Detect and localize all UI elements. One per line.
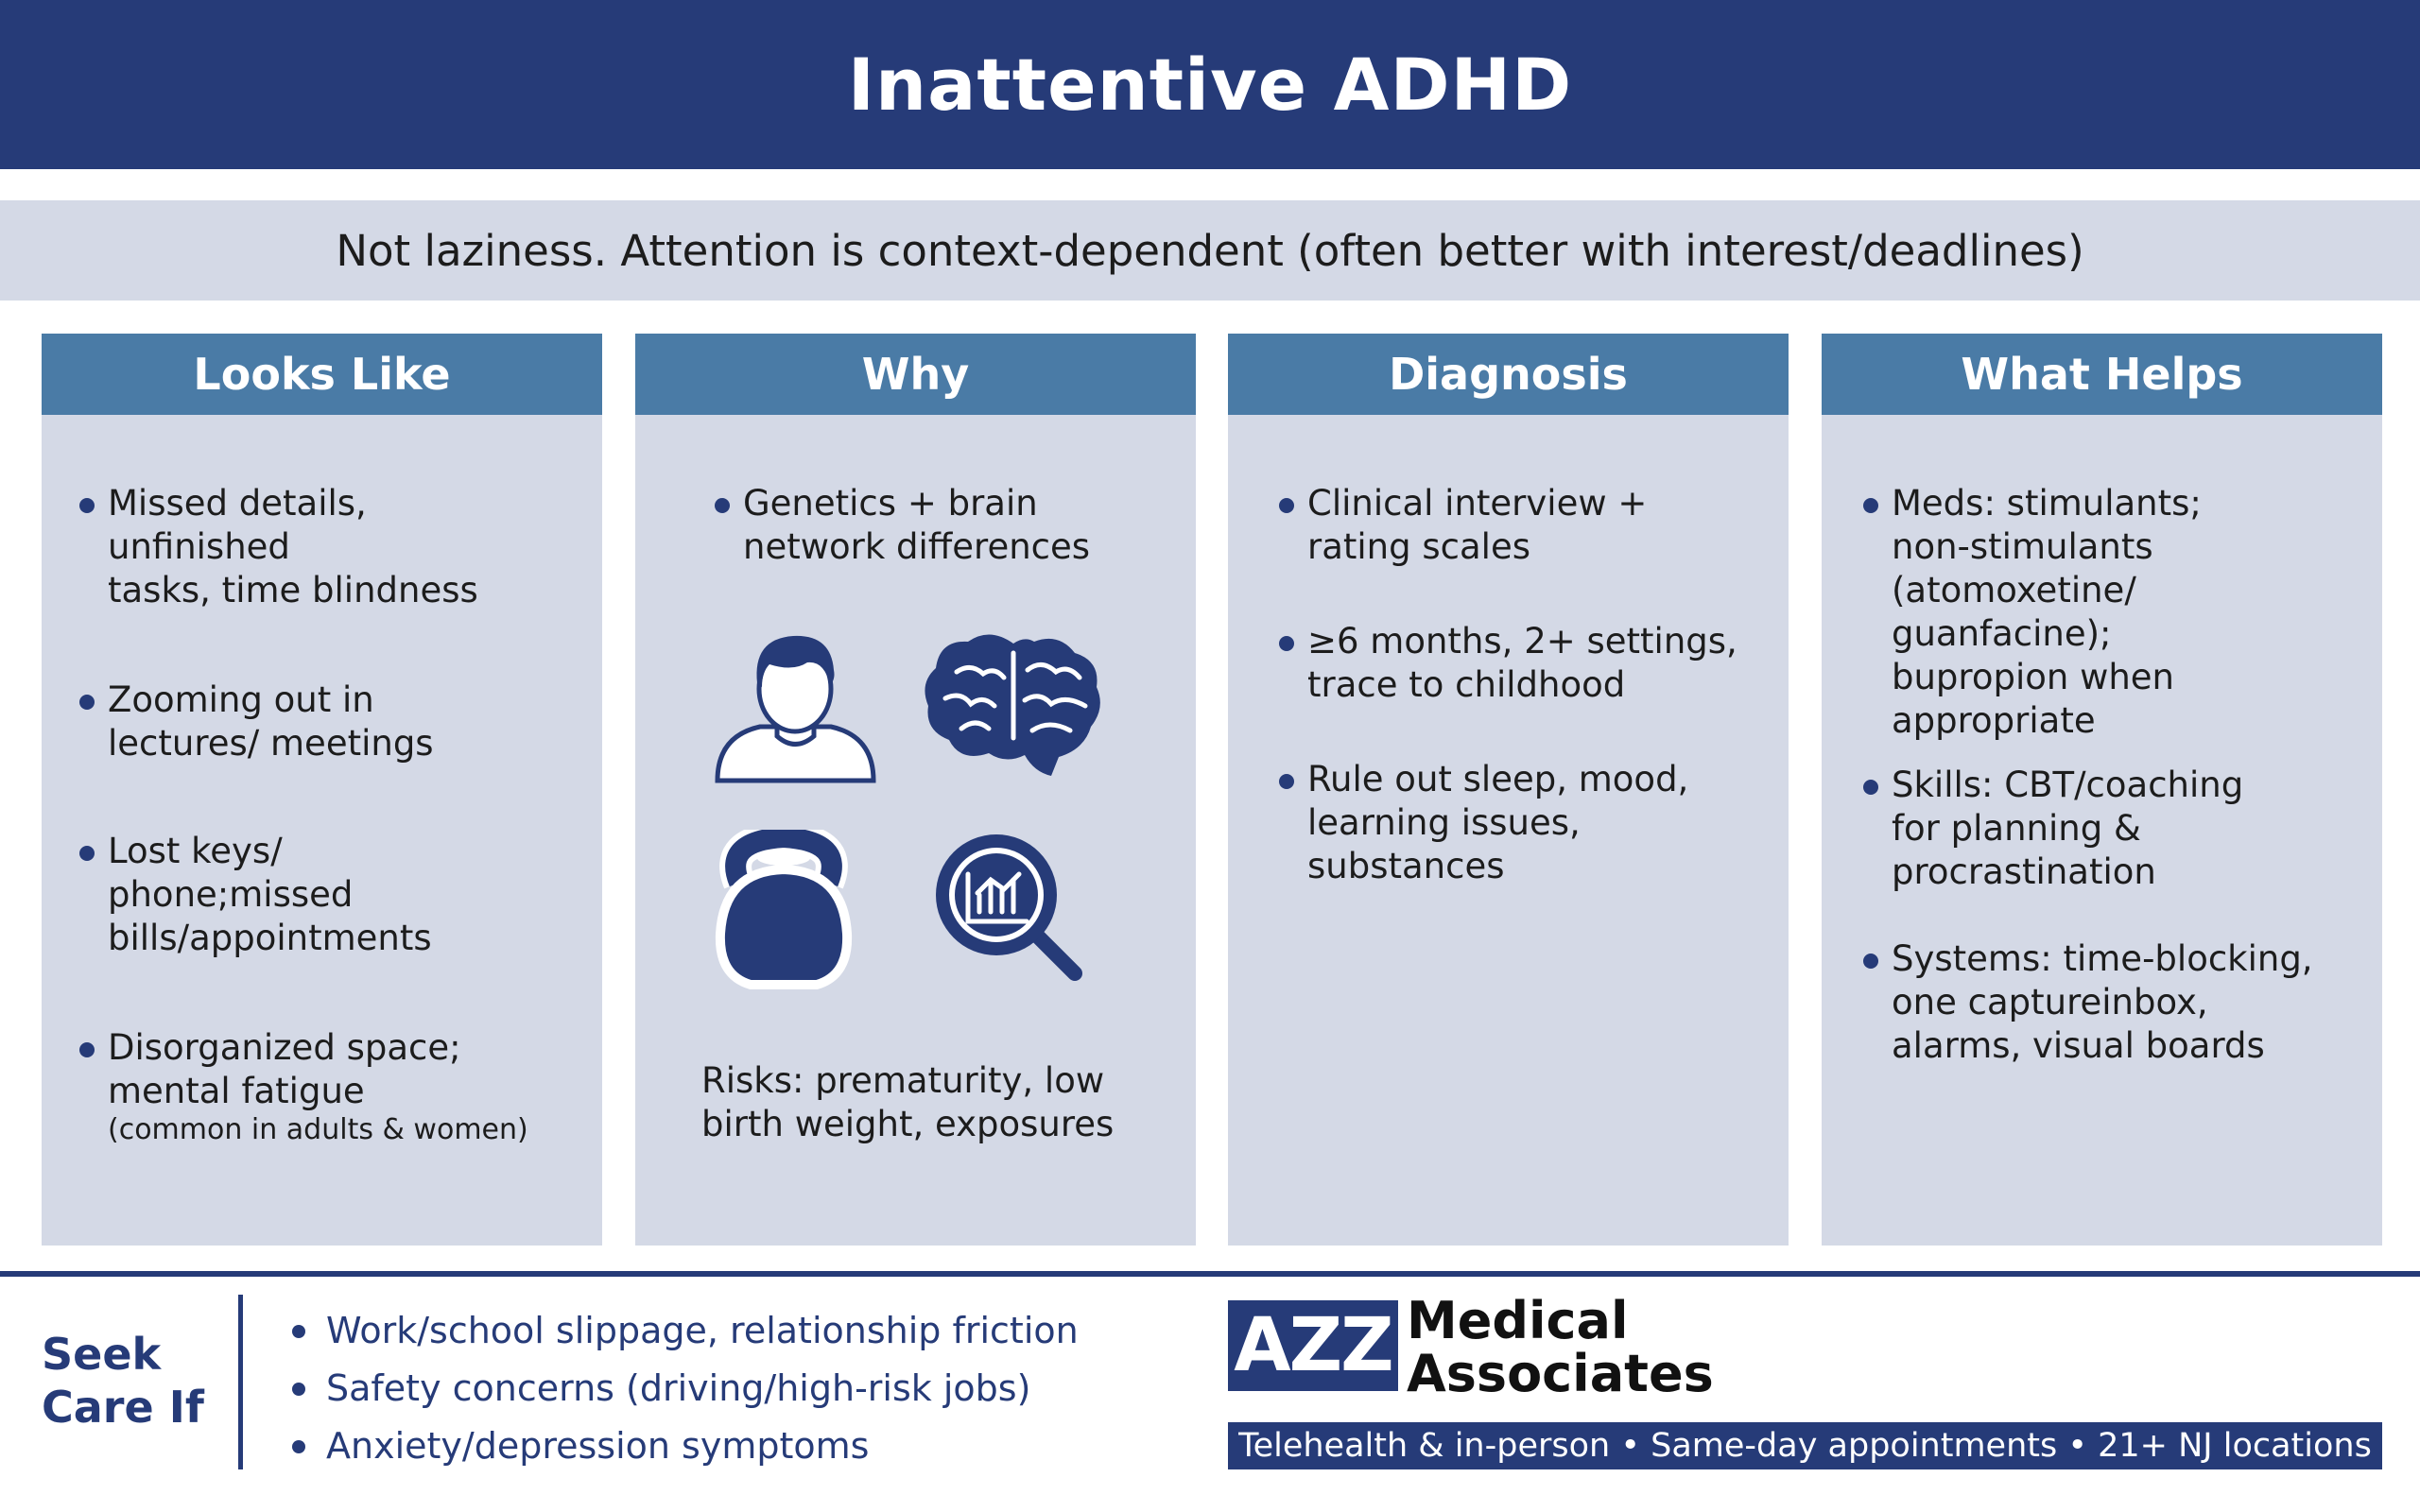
list-item-text: tasks, time blindness: [108, 570, 478, 610]
list-item-text: Genetics + brain: [743, 483, 1038, 524]
list-item-text: Skills: CBT/coaching: [1892, 765, 2244, 805]
list-item-text: substances: [1307, 846, 1505, 886]
column-title-diagnosis: Diagnosis: [1228, 334, 1789, 415]
list-item-text: learning issues,: [1307, 802, 1581, 843]
list-item-text: mental fatigue: [108, 1071, 365, 1111]
list-item-text: phone;missed: [108, 874, 354, 915]
data-search-icon: [928, 827, 1089, 988]
seek-care-heading-line: Care If: [42, 1382, 204, 1433]
subtitle-banner: Not laziness. Attention is context-dependent (often better with interest/deadlines): [0, 200, 2420, 301]
list-item-text: lectures/ meetings: [108, 723, 434, 764]
seek-care-list: [288, 1302, 1079, 1475]
column-title-looks-like: Looks Like: [42, 334, 602, 415]
risks-text: [701, 1059, 1114, 1146]
list-item: [79, 1026, 528, 1147]
list-item-text: one captureinbox,: [1892, 982, 2208, 1022]
risks-line: birth weight, exposures: [701, 1104, 1115, 1144]
list-item-text: Systems: time-blocking,: [1892, 938, 2313, 979]
list-item: [79, 830, 528, 960]
list-item-text: procrastination: [1892, 851, 2156, 892]
list-item-text: trace to childhood: [1307, 664, 1626, 705]
list-item: [79, 679, 528, 765]
list-item: [715, 482, 1090, 569]
list-item-text: Lost keys/: [108, 831, 283, 871]
logo-name-line: Medical: [1407, 1291, 1629, 1350]
list-item-text: network differences: [743, 526, 1091, 567]
list-item-text: guanfacine);: [1892, 613, 2112, 654]
list-item-note: (common in adults & women): [108, 1113, 528, 1146]
column-looks-like: [42, 334, 602, 1246]
list-item-text: rating scales: [1307, 526, 1530, 567]
what-helps-list: [1863, 482, 2313, 1068]
column-diagnosis: [1228, 334, 1789, 1246]
list-item-text: Disorganized space;: [108, 1027, 461, 1068]
list-item: [1279, 482, 1737, 569]
why-list: [715, 482, 1090, 569]
column-title-what-helps: What Helps: [1822, 334, 2382, 415]
list-item: [1863, 764, 2313, 894]
column-what-helps: [1822, 334, 2382, 1246]
list-item-text: bills/appointments: [108, 918, 432, 958]
seek-care-heading: [42, 1328, 221, 1434]
list-item-text: Zooming out in: [108, 679, 374, 720]
list-item: Work/school slippage, relationship friction: [288, 1302, 1079, 1360]
list-item-text: Rule out sleep, mood,: [1307, 759, 1689, 799]
list-item-text: unfinished: [108, 526, 290, 567]
list-item-text: Missed details,: [108, 483, 367, 524]
tagline-banner: Telehealth & in-person • Same-day appointments • 21+ NJ locations: [1228, 1422, 2382, 1469]
list-item: [1863, 482, 2313, 743]
seek-care-divider: [238, 1295, 243, 1469]
footer-divider: [0, 1271, 2420, 1277]
list-item: [79, 482, 528, 612]
list-item: Safety concerns (driving/high-risk jobs): [288, 1360, 1079, 1418]
list-item: [1279, 758, 1737, 888]
list-item-text: bupropion when: [1892, 657, 2174, 697]
person-icon: [713, 625, 878, 785]
seek-care-heading-line: Seek: [42, 1329, 162, 1380]
logo-name-line: Associates: [1407, 1344, 1714, 1403]
column-title-why: Why: [635, 334, 1196, 415]
brain-icon: [919, 625, 1108, 785]
list-item-text: Meds: stimulants;: [1892, 483, 2202, 524]
list-item-text: ≥6 months, 2+ settings,: [1307, 621, 1737, 662]
list-item: [1279, 620, 1737, 707]
logo-name: [1407, 1291, 1714, 1403]
list-item-text: Clinical interview +: [1307, 483, 1648, 524]
kettlebell-icon: [713, 830, 855, 990]
looks-like-list: [79, 482, 528, 1147]
risks-line: Risks: prematurity, low: [701, 1060, 1105, 1101]
column-why: [635, 334, 1196, 1246]
page-title: Inattentive ADHD: [0, 0, 2420, 169]
list-item-text: alarms, visual boards: [1892, 1025, 2265, 1066]
list-item: Anxiety/depression symptoms: [288, 1418, 1079, 1475]
list-item-text: for planning &: [1892, 808, 2141, 849]
list-item-text: non-stimulants: [1892, 526, 2153, 567]
list-item: [1863, 937, 2313, 1068]
logo-mark: AZZ: [1228, 1300, 1398, 1391]
list-item-text: appropriate: [1892, 700, 2096, 741]
diagnosis-list: [1279, 482, 1737, 888]
list-item-text: (atomoxetine/: [1892, 570, 2136, 610]
